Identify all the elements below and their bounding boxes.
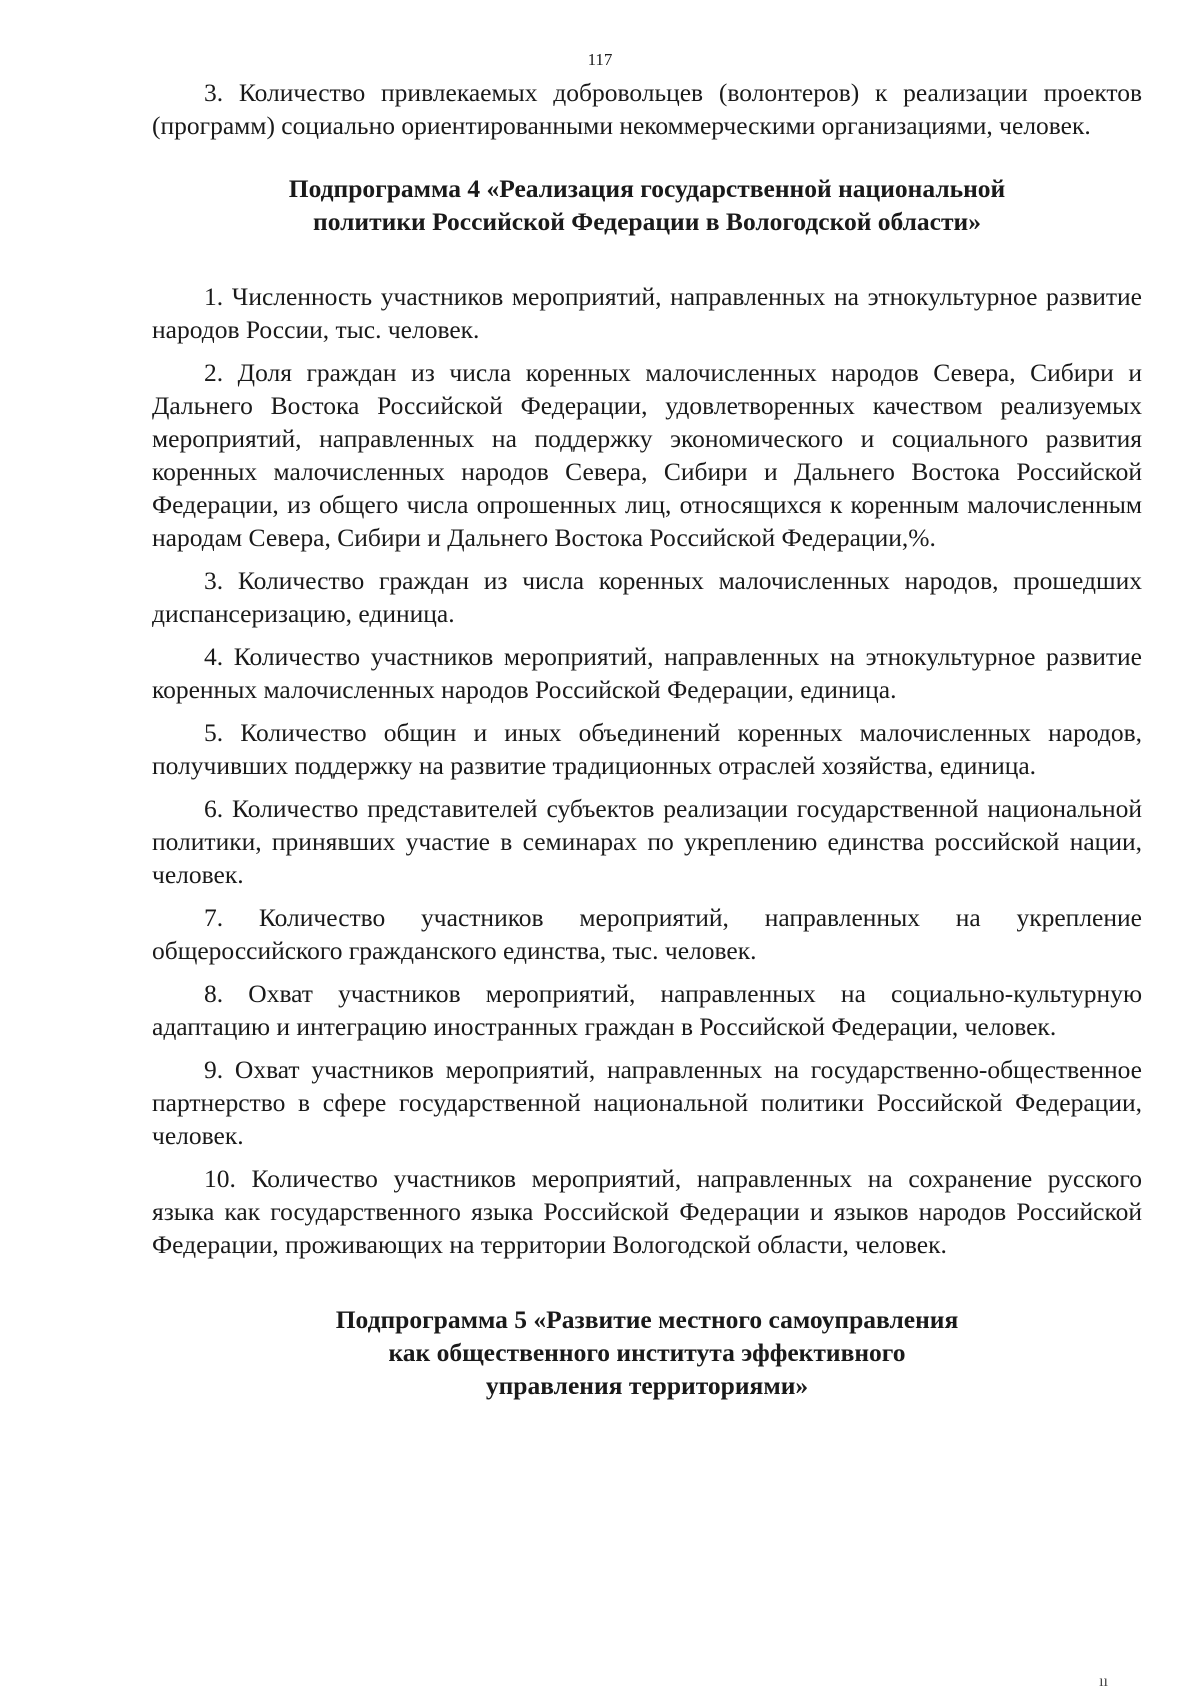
list-item: 5. Количество общин и иных объединений коренных малочисленных народов, получивших поддержку на развитие традиционных отраслей хозяйства, единица. [152, 718, 1142, 780]
subprogram-5-heading [152, 1303, 1142, 1402]
list-item: 1. Численность участников мероприятий, направленных на этнокультурное развитие народов России, тыс. человек. [152, 282, 1142, 344]
scan-corner-mark: ıı [1099, 1673, 1108, 1690]
list-item: 6. Количество представителей субъектов реализации государственной национальной политики, принявших участие в семинарах по укреплению единства российской нации, человек. [152, 794, 1142, 889]
list-item: 3. Количество граждан из числа коренных малочисленных народов, прошедших диспансеризацию, единица. [152, 566, 1142, 628]
list-item: 9. Охват участников мероприятий, направленных на государственно-общественное партнерство в сфере государственной национальной политики Российской Федерации, человек. [152, 1055, 1142, 1150]
document-body [152, 76, 1142, 1402]
subprogram-5-heading-line: Подпрограмма 5 «Развитие местного самоуправления [335, 1305, 959, 1334]
page-number: 117 [587, 50, 613, 69]
subprogram-4-list [152, 280, 1142, 1261]
list-item: 10. Количество участников мероприятий, направленных на сохранение русского языка как государственного языка Российской Федерации и языков народов Российской Федерации, проживающих на территории Вологодской области, человек. [152, 1164, 1142, 1259]
list-item: 7. Количество участников мероприятий, направленных на укрепление общероссийского гражданского единства, тыс. человек. [152, 903, 1142, 965]
list-item: 4. Количество участников мероприятий, направленных на этнокультурное развитие коренных малочисленных народов Российской Федерации, единица. [152, 642, 1142, 704]
subprogram-5-heading-line: управления территориями» [485, 1371, 809, 1400]
list-item: 2. Доля граждан из числа коренных малочисленных народов Севера, Сибири и Дальнего Востока Российской Федерации, удовлетворенных качеством реализуемых мероприятий, направленных на поддержку экономического и социального развития коренных малочисленных народов Севера, Сибири и Дальнего Востока Российской Федерации, из общего числа опрошенных лиц, относящихся к коренным малочисленным народам Севера, Сибири и Дальнего Востока Российской Федерации,%. [152, 358, 1142, 552]
intro-item: 3. Количество привлекаемых добровольцев (волонтеров) к реализации проектов (программ) социально ориентированными некоммерческими организациями, человек. [152, 78, 1142, 140]
subprogram-4-heading-line: политики Российской Федерации в Вологодской области» [313, 207, 981, 236]
subprogram-4-heading-line: Подпрограмма 4 «Реализация государственной национальной [288, 174, 1006, 203]
subprogram-5-heading-line: как общественного института эффективного [388, 1338, 906, 1367]
list-item: 8. Охват участников мероприятий, направленных на социально-культурную адаптацию и интеграцию иностранных граждан в Российской Федерации, человек. [152, 979, 1142, 1041]
subprogram-4-heading [152, 172, 1142, 238]
